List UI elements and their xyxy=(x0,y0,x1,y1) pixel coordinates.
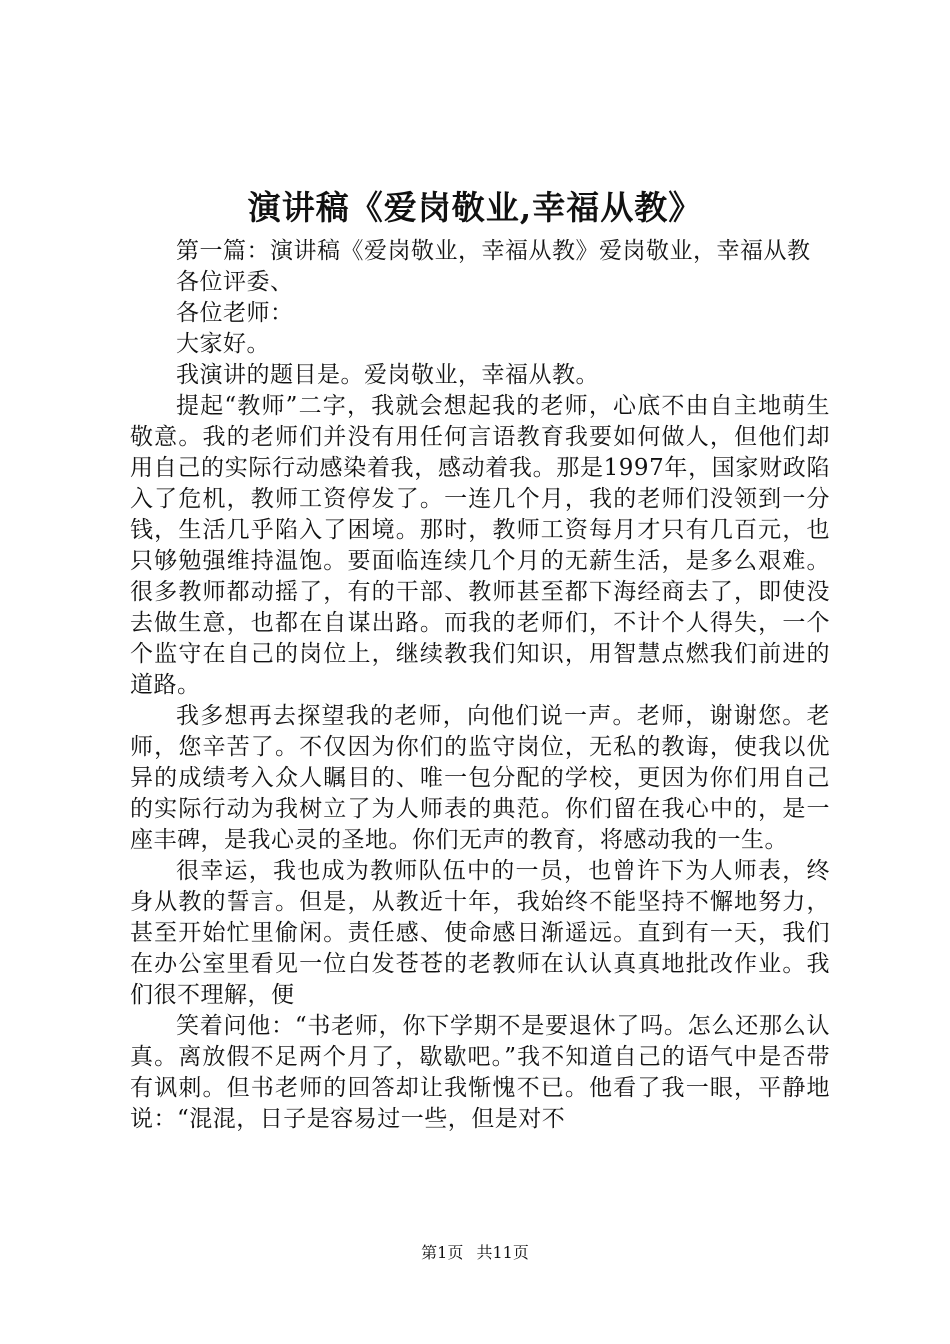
page-total: 共11页 xyxy=(476,1243,529,1262)
paragraph-salutation-judges: 各位评委、 xyxy=(176,269,294,295)
paragraph-body-1: 提起“教师”二字，我就会想起我的老师，心底不由自主地萌生敬意。我的老师们并没有用任何言语教育我要如何做人，但他们却用自己的实际行动感染着我，感动着我。那是1997年，国家财政陷入了危机，教师工资停发了。一连几个月，我的老师们没领到一分钱，生活几乎陷入了困境。那时，教师工资每月才只有几百元，也只够勉强维持温饱。要面临连续几个月的无薪生活，是多么艰难。很多教师都动摇了，有的干部、教师甚至都下海经商去了，即使没去做生意，也都在自谋出路。而我的老师们，不计个人得失，一个个监守在自己的岗位上，继续教我们知识，用智慧点燃我们前进的道路。 xyxy=(130,393,830,698)
document-title: 演讲稿《爱岗敬业,幸福从教》 xyxy=(247,188,703,227)
paragraph-salutation-teachers: 各位老师： xyxy=(176,300,294,326)
page-number: 第1页 xyxy=(421,1243,464,1262)
paragraph-greeting: 大家好。 xyxy=(176,331,270,357)
paragraph-body-4: 笑着问他：“书老师，你下学期不是要退休了吗。怎么还那么认真。离放假不足两个月了，歇歇吧。”我不知道自己的语气中是否带有讽刺。但书老师的回答却让我惭愧不已。他看了我一眼，平静地说：“混混，日子是容易过一些，但是对不 xyxy=(130,1013,830,1132)
page-footer xyxy=(0,1242,950,1264)
paragraph-body-2: 我多想再去探望我的老师，向他们说一声。老师，谢谢您。老师，您辛苦了。不仅因为你们的监守岗位，无私的教诲，使我以优异的成绩考入众人瞩目的、唯一包分配的学校，更因为你们用自己的实际行动为我树立了为人师表的典范。你们留在我心中的，是一座丰碑，是我心灵的圣地。你们无声的教育，将感动我的一生。 xyxy=(130,703,830,853)
paragraph-topic: 我演讲的题目是。爱岗敬业，幸福从教。 xyxy=(176,362,599,388)
document-body xyxy=(130,236,830,1135)
paragraph-body-3: 很幸运，我也成为教师队伍中的一员，也曾许下为人师表，终身从教的誓言。但是，从教近十年，我始终不能坚持不懈地努力，甚至开始忙里偷闲。责任感、使命感日渐遥远。直到有一天，我们在办公室里看见一位白发苍苍的老教师在认认真真地批改作业。我们很不理解，便 xyxy=(130,858,830,1008)
paragraph-heading-line: 第一篇：演讲稿《爱岗敬业，幸福从教》爱岗敬业，幸福从教 xyxy=(176,238,811,264)
